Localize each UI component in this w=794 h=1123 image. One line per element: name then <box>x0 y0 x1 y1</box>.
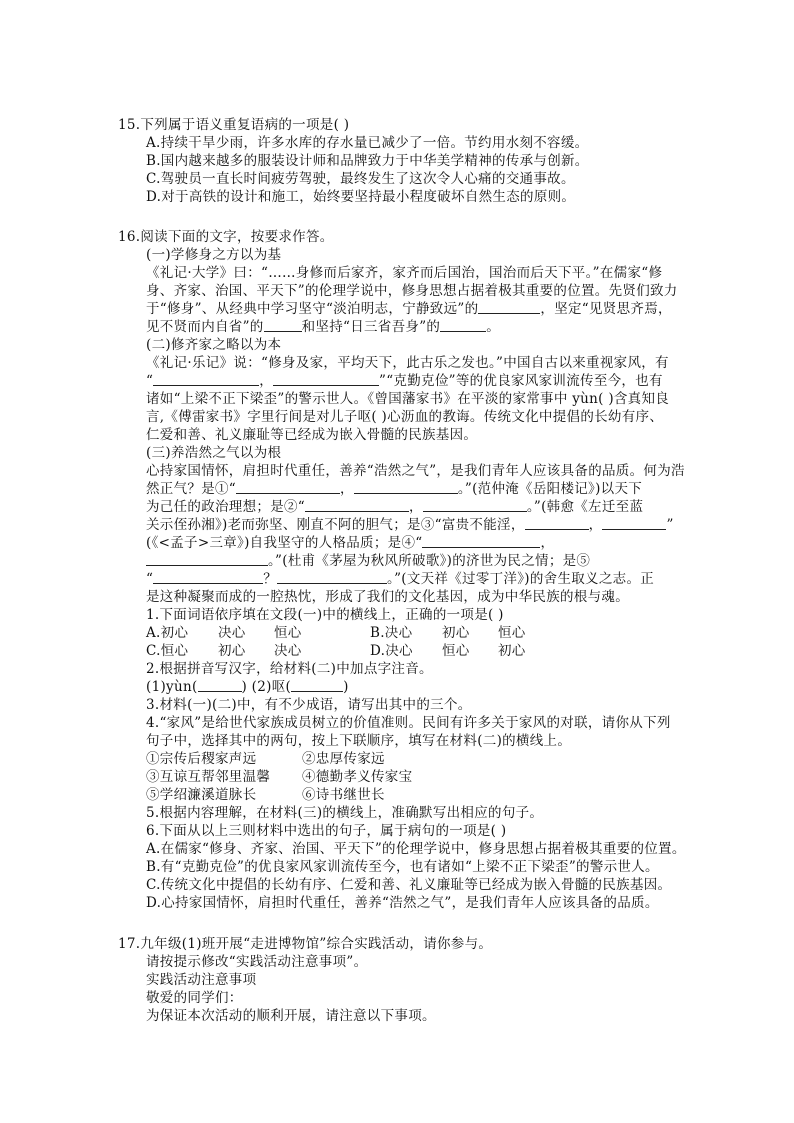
section3-line <box>146 570 654 588</box>
text-segment: ) <box>343 679 349 695</box>
q15-stem: 15.下列属于语义重复语病的一项是( ) <box>118 117 350 133</box>
blank-line <box>422 534 540 548</box>
sub6-option-a: A.在儒家“修身、齐家、治国、平天下”的伦理学说中，修身思想占据着极其重要的位置。 <box>146 841 686 857</box>
text-segment: ， <box>340 481 354 497</box>
section3-line <box>146 480 642 498</box>
section1-line: 身、齐家、治国、平天下”的伦理学说中，修身思想占据着极其重要的位置。先贤们致力 <box>146 283 678 299</box>
q15-option-d: D.对于高铁的设计和施工，始终要坚持最小程度破坏自然生态的原则。 <box>146 189 576 205</box>
text-segment: 。”(韩愈《左迁至蓝 <box>526 499 644 515</box>
blank-line <box>354 480 458 494</box>
sub1-choice: 初心 <box>218 643 246 659</box>
text-segment: “ <box>146 373 154 389</box>
section3-line <box>146 552 590 570</box>
text-segment: ， <box>588 517 603 533</box>
text-segment: ？ <box>263 571 278 587</box>
blank-line <box>305 498 409 512</box>
q15-option-c: C.驾驶员一直长时间疲劳驾驶，最终发生了这次令人心痛的交通事故。 <box>146 171 575 187</box>
sub1-choice: C.恒心 <box>146 643 189 659</box>
blank-line <box>440 318 486 332</box>
section2-line: 诸如“上梁不正下梁歪”的警示世人。《曾国藩家书》在平淡的家常事中 yùn( )含真知良 <box>146 391 670 407</box>
couplet-item: ⑥诗书继世长 <box>302 787 385 803</box>
section2-line <box>146 372 663 390</box>
q16-stem: 16.阅读下面的文字，按要求作答。 <box>118 229 334 245</box>
blank-line <box>602 516 666 530</box>
sub1-choice: A.初心 <box>146 625 189 641</box>
sub-question-6: 6.下面从以上三则材料中选出的句子，属于病句的一项是( ) <box>146 823 507 839</box>
blank-line <box>273 372 379 386</box>
blank-line <box>423 498 527 512</box>
blank-line <box>291 678 343 692</box>
blank-line <box>153 570 263 584</box>
text-segment: ，坚定“见贤思齐焉， <box>540 301 672 317</box>
section1-line <box>146 318 500 336</box>
sub1-choice: 决心 <box>218 625 246 641</box>
section2-line: 《礼记·乐记》说：“修身及家，平均天下，此古乐之发也。”中国自古以来重视家风，有 <box>146 355 669 371</box>
couplet-item: ⑤学绍濂溪道脉长 <box>146 787 257 803</box>
sub1-choice: 决心 <box>274 643 302 659</box>
q17-line: 敬爱的同学们： <box>146 990 243 1006</box>
sub-question-3: 3.材料(一)(二)中，有不少成语，请写出其中的三个。 <box>146 697 472 713</box>
q15-option-b: B.国内越来越多的服装设计师和品牌致力于中华美学精神的传承与创新。 <box>146 153 589 169</box>
sub1-choice: D.决心 <box>370 643 413 659</box>
couplet-item: ③互谅互帮邻里温馨 <box>146 769 271 785</box>
section1-line: 《礼记·大学》曰：“……身修而后家齐，家齐而后国治，国治而后天下平。”在儒家“修 <box>146 265 663 281</box>
q17-line: 请按提示修改“实践活动注意事项”。 <box>146 954 368 970</box>
sub2-answer-line <box>146 678 349 696</box>
sub-question-4: 句子中，选择其中的两句，按上下联顺序，填写在材料(二)的横线上。 <box>146 733 572 749</box>
section3-line <box>146 516 674 534</box>
section3-title: (三)养浩然之气以为根 <box>146 445 282 461</box>
sub-question-4: 4.“家风”是给世代家族成员树立的价值准则。民间有许多关于家风的对联，请你从下列 <box>146 715 671 731</box>
sub1-choice: 恒心 <box>498 625 526 641</box>
text-segment: 然正气？是①“ <box>146 481 237 497</box>
text-segment: (《<孟子>三章》)自我坚守的人格品质；是④“ <box>146 535 423 551</box>
couplet-item: ②忠厚传家远 <box>302 751 385 767</box>
blank-line <box>198 678 242 692</box>
section2-line: 仁爱和善、礼义廉耻等已经成为嵌入骨髓的民族基因。 <box>146 427 478 443</box>
blank-line <box>277 570 387 584</box>
text-segment: 。”(文天祥《过零丁洋》)的舍生取义之志。正 <box>387 571 655 587</box>
q17-line: 实践活动注意事项 <box>146 972 257 988</box>
blank-line <box>236 480 340 494</box>
blank-line <box>264 318 302 332</box>
sub1-choice: 初心 <box>498 643 526 659</box>
text-segment: ” <box>666 517 674 533</box>
sub6-option-b: B.有“克勤克俭”的优良家风家训流传至今，也有诸如“上梁不正下梁歪”的警示世人。 <box>146 859 659 875</box>
text-segment: “ <box>146 571 154 587</box>
text-segment: 。”(范仲淹《岳阳楼记》)以天下 <box>457 481 643 497</box>
text-segment: (1)yùn( <box>146 679 198 695</box>
q17-stem: 17.九年级(1)班开展“走进博物馆”综合实践活动，请你参与。 <box>118 936 493 952</box>
text-segment: ， <box>540 535 555 551</box>
sub1-choice: 恒心 <box>274 625 302 641</box>
sub-question-5: 5.根据内容理解，在材料(三)的横线上，准确默写出相应的句子。 <box>146 805 544 821</box>
section3-line: 是这种凝聚而成的一腔热忱，形成了我们的文化基因，成为中华民族的根与魂。 <box>146 589 629 605</box>
section1-line <box>146 300 672 318</box>
text-segment: ， <box>409 499 423 515</box>
text-segment: ， <box>259 373 274 389</box>
sub6-option-d: D.心持家国情怀，肩担时代重任，善养“浩然之气”，是我们青年人应该具备的品质。 <box>146 895 659 911</box>
q17-line: 为保证本次活动的顺利开展，请注意以下事项。 <box>146 1008 436 1024</box>
section3-line <box>146 534 554 552</box>
sub6-option-c: C.传统文化中提倡的长幼有序、仁爱和善、礼义廉耻等已经成为嵌入骨髓的民族基因。 <box>146 877 672 893</box>
text-segment: ) (2)呕( <box>241 679 292 695</box>
section2-title: (二)修齐家之略以为本 <box>146 337 282 353</box>
text-segment: 和坚持“日三省吾身”的 <box>301 319 441 335</box>
q15-option-a: A.持续干旱少雨，许多水库的存水量已减少了一倍。节约用水刻不容缓。 <box>146 135 589 151</box>
text-segment: ”“克勤克俭”等的优良家风家训流传至今，也有 <box>379 373 663 389</box>
section1-title: (一)学修身之方以为基 <box>146 247 282 263</box>
couplet-item: ①宗传后稷家声远 <box>146 751 257 767</box>
sub-question-1: 1.下面词语依序填在文段(一)中的横线上，正确的一项是( ) <box>146 607 504 623</box>
text-segment: 关示侄孙湘》)老而弥坚、刚直不阿的胆气；是③“富贵不能淫， <box>146 517 525 533</box>
section2-line: 言,《傅雷家书》字里行间是对儿子呕( )心沥血的教诲。传统文化中提倡的长幼有序、 <box>146 409 664 425</box>
sub-question-2: 2.根据拼音写汉字，给材料(二)中加点字注音。 <box>146 661 433 677</box>
blank-line <box>525 516 589 530</box>
blank-line <box>478 300 540 314</box>
text-segment: 为己任的政治理想；是②“ <box>146 499 306 515</box>
blank-line <box>146 552 268 566</box>
text-segment: 于“修身”、从经典中学习坚守“淡泊明志，宁静致远”的 <box>146 301 479 317</box>
text-segment: 。 <box>486 319 501 335</box>
section3-line: 心持家国情怀，肩担时代重任，善养“浩然之气”，是我们青年人应该具备的品质。何为浩 <box>146 463 685 479</box>
couplet-item: ④德勤孝义传家宝 <box>302 769 413 785</box>
sub1-choice: 初心 <box>442 625 470 641</box>
blank-line <box>153 372 259 386</box>
sub1-choice: B.决心 <box>370 625 413 641</box>
section3-line <box>146 498 643 516</box>
text-segment: 。”(杜甫《茅屋为秋风所破歌》)的济世为民之情；是⑤ <box>268 553 591 569</box>
sub1-choice: 恒心 <box>442 643 470 659</box>
text-segment: 见不贤而内自省”的 <box>146 319 264 335</box>
